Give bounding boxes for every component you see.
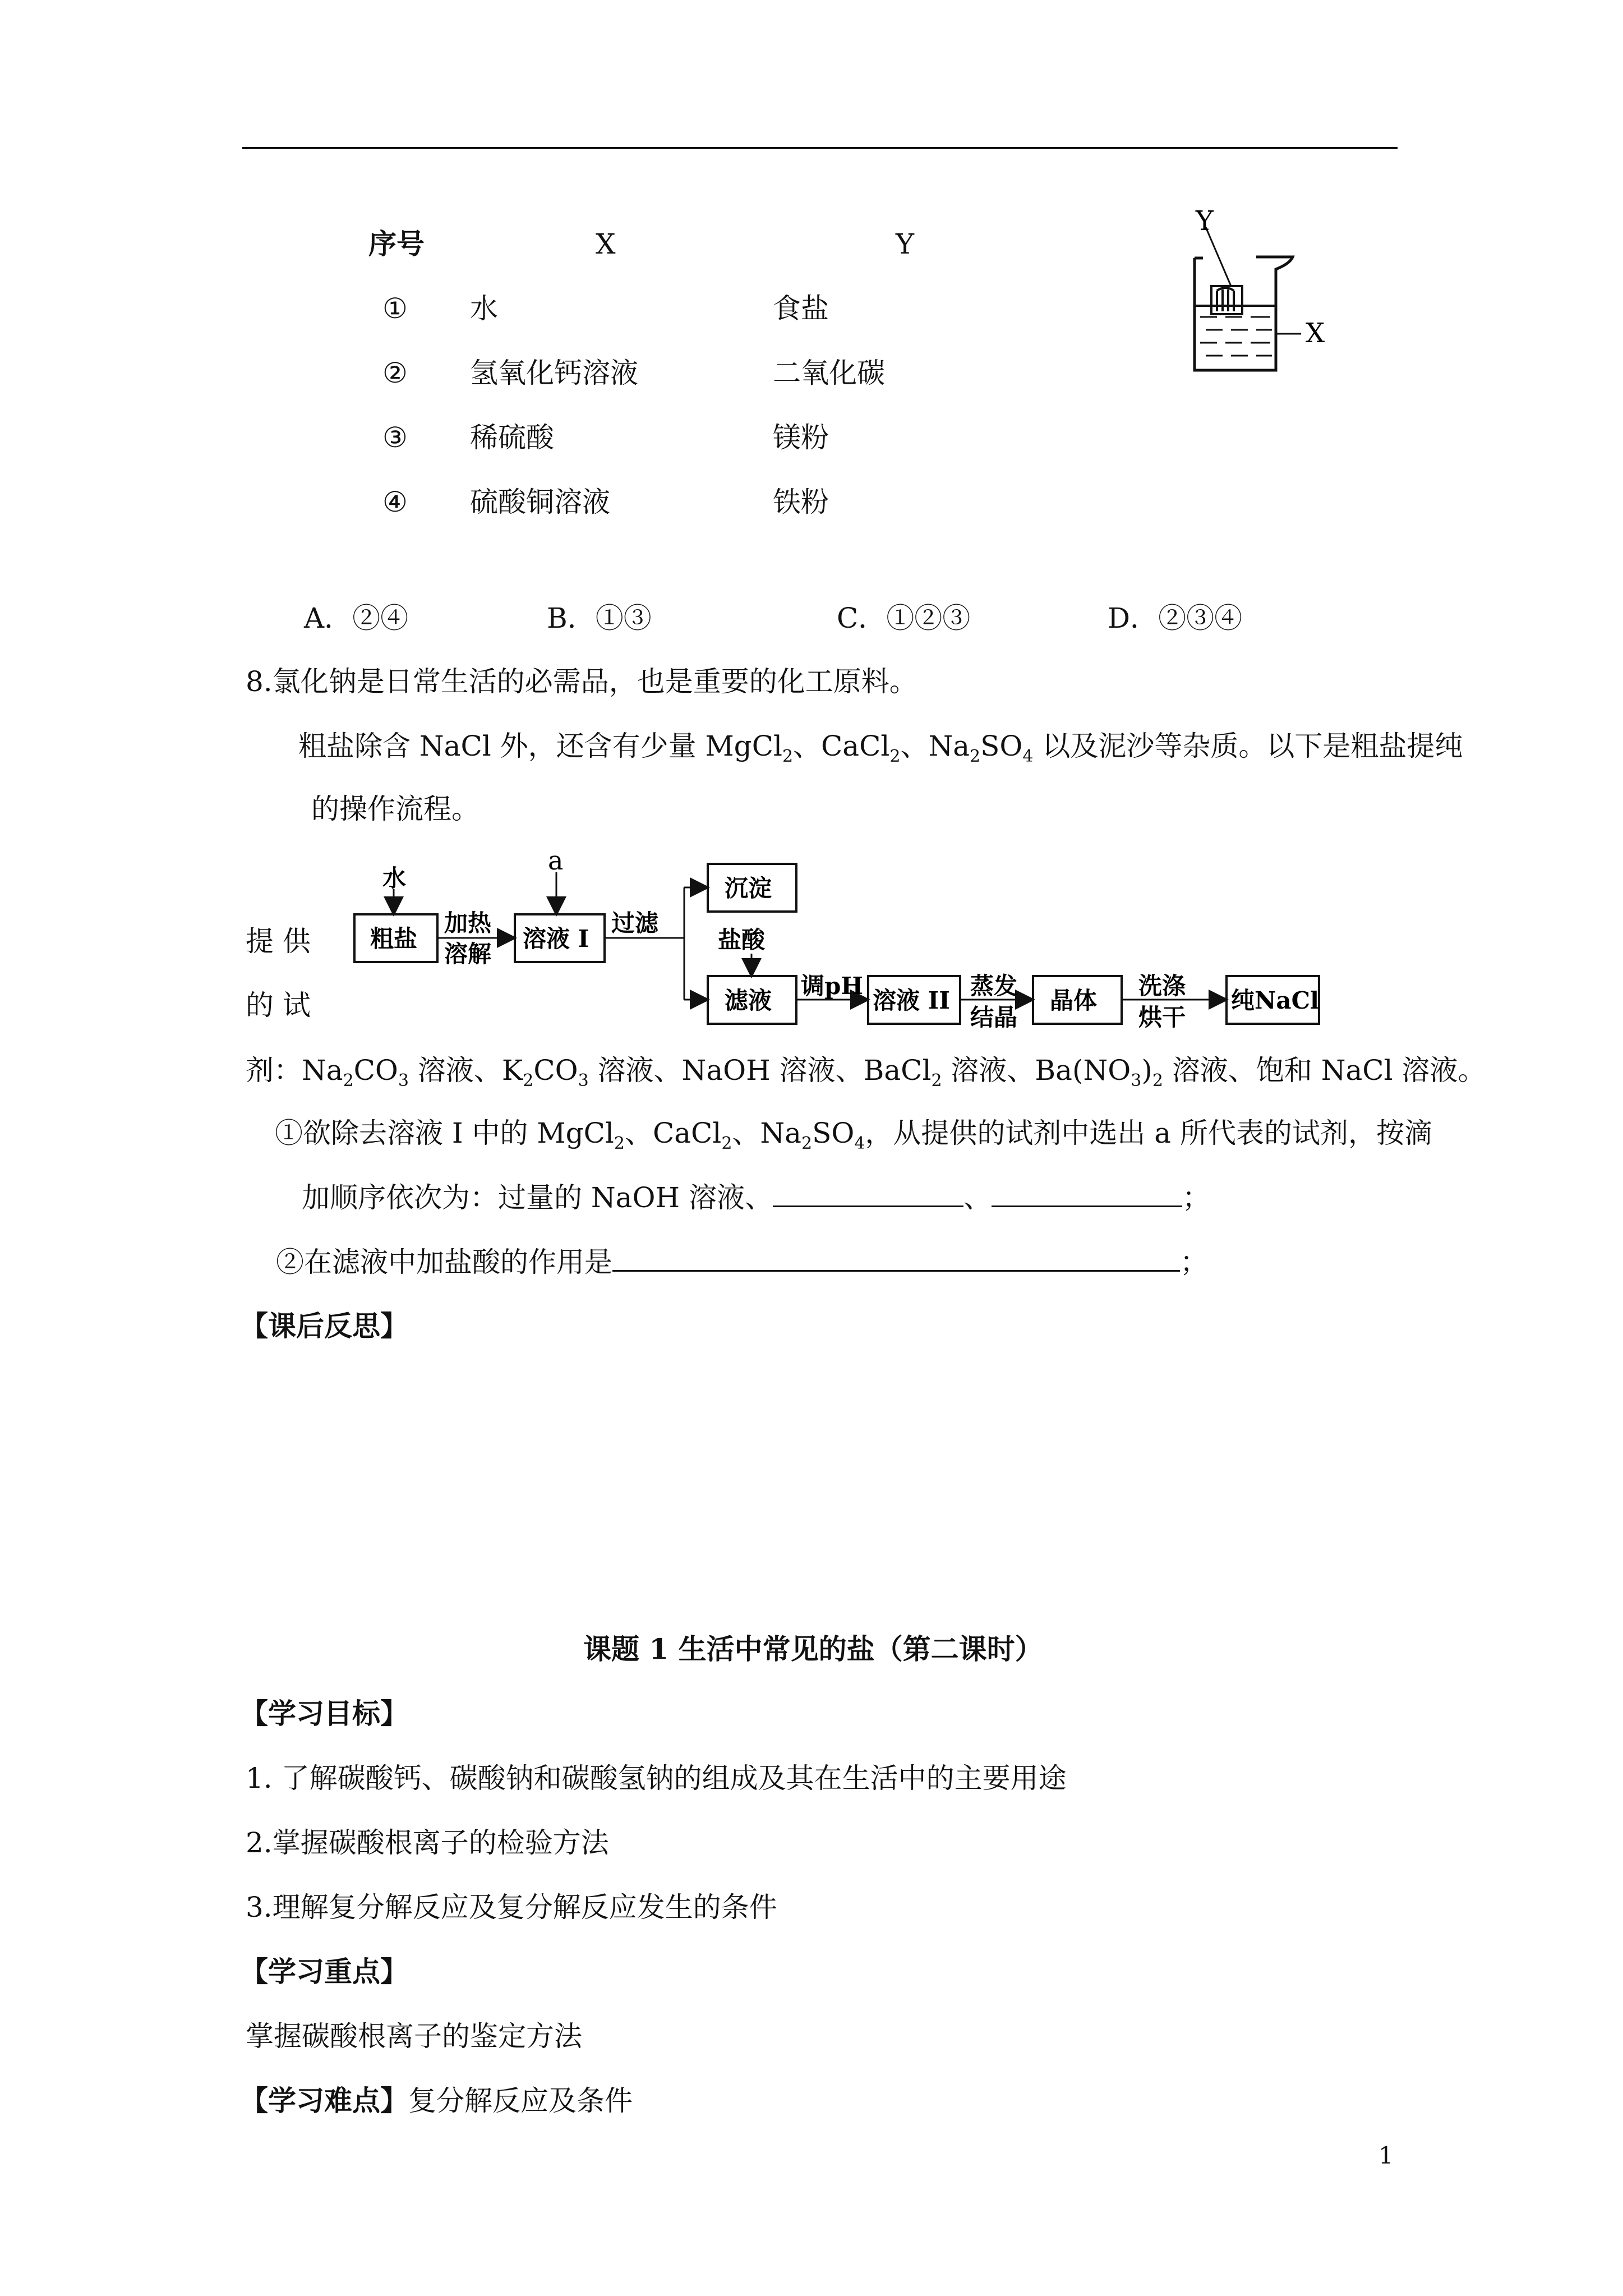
- flow-wash: 洗涤: [1138, 972, 1186, 1000]
- page-number: 1: [1378, 2142, 1394, 2169]
- flow-crystallize: 结晶: [970, 1004, 1018, 1031]
- answer-blank-1[interactable]: [773, 1183, 963, 1207]
- lesson-title: 课题 1 生活中常见的盐（第二课时）: [583, 1632, 1043, 1665]
- table-row-x: 氢氧化钙溶液: [470, 357, 638, 389]
- side-label-1: 提 供: [246, 925, 311, 958]
- q8-sub2: ②在滤液中加盐酸的作用是 ；: [276, 1246, 1208, 1278]
- flow-crude-salt: 粗盐: [370, 925, 418, 953]
- table-row-x: 水: [470, 292, 498, 325]
- table-row-y: 食盐: [773, 292, 829, 325]
- answer-blank-2[interactable]: [992, 1183, 1182, 1207]
- option-b: B．①③: [547, 602, 652, 634]
- flow-hcl: 盐酸: [718, 926, 766, 954]
- flow-filter: 过滤: [611, 909, 659, 937]
- table-row-no: ①: [382, 292, 408, 325]
- liquid-hatch: [1200, 317, 1272, 356]
- objective-item: 3.理解复分解反应及复分解反应发生的条件: [246, 1891, 777, 1924]
- flow-evaporate: 蒸发: [970, 972, 1018, 1000]
- table-header-x: X: [596, 228, 616, 260]
- flow-dry: 烘干: [1138, 1004, 1186, 1031]
- reflection-heading: 【课后反思】: [240, 1309, 408, 1342]
- table-row-no: ③: [382, 421, 408, 454]
- flow-filtrate: 滤液: [725, 987, 772, 1014]
- option-c: C．①②③: [837, 602, 971, 634]
- q8-intro-line2: 的操作流程。: [311, 793, 479, 825]
- q8-title: 8.氯化钠是日常生活的必需品，也是重要的化工原料。: [246, 665, 917, 698]
- key-points-text: 掌握碳酸根离子的鉴定方法: [246, 2020, 582, 2053]
- option-d: D．②③④: [1108, 602, 1243, 634]
- beaker-figure: [1178, 208, 1363, 376]
- flow-adjust-ph: 调pH: [801, 972, 864, 1000]
- table-header-y: Y: [896, 228, 915, 260]
- difficulty-text: 复分解反应及条件: [408, 2085, 633, 2117]
- q8-sub1: ①欲除去溶液 I 中的 MgCl$_2$、CaCl$_2$、$Na_2SO_4$，从提供的试剂中选出 a 所代表的试剂，按滴: [275, 1117, 1433, 1153]
- header-rule: [242, 147, 1398, 149]
- flow-diagram: [348, 847, 1324, 1038]
- table-row-x: 硫酸铜溶液: [470, 486, 610, 518]
- table-row-y: 镁粉: [773, 421, 829, 454]
- objective-item: 2.掌握碳酸根离子的检验方法: [246, 1826, 609, 1859]
- q8-reagents: 剂：$Na_2CO_3$ 溶液、$K_2CO_3$ 溶液、NaOH 溶液、BaCl$_2$ 溶液、$Ba(NO_3)_2$ 溶液、饱和 NaCl 溶液。: [246, 1054, 1486, 1091]
- flow-crystal: 晶体: [1050, 987, 1098, 1014]
- objective-item: 1. 了解碳酸钙、碳酸钠和碳酸氢钠的组成及其在生活中的主要用途: [246, 1762, 1067, 1795]
- flow-solution-2: 溶液 II: [873, 987, 950, 1014]
- flow-water: 水: [382, 864, 407, 892]
- beaker-label-x: X: [1306, 318, 1325, 349]
- difficulty-line: [240, 2084, 633, 2118]
- flow-heat: 加热: [444, 909, 492, 937]
- table-header-no: 序号: [368, 227, 425, 260]
- flow-solution-1: 溶液 I: [523, 925, 589, 953]
- beaker-label-y: Y: [1196, 208, 1214, 237]
- table-row-y: 铁粉: [773, 486, 829, 518]
- flow-reagent-a: a: [548, 847, 564, 876]
- objectives-heading: 【学习目标】: [240, 1697, 408, 1730]
- table-row-no: ②: [382, 357, 408, 389]
- flow-dissolve: 溶解: [444, 940, 492, 968]
- solid-sample: [1211, 286, 1242, 314]
- answer-blank-3[interactable]: [612, 1248, 1180, 1272]
- q8-intro: 粗盐除含 NaCl 外，还含有少量 MgCl$_2$、CaCl$_2$、$Na_2SO_4$ 以及泥沙等杂质。以下是粗盐提纯: [298, 730, 1463, 766]
- flow-pure-nacl: 纯NaCl: [1231, 987, 1319, 1014]
- key-points-heading: 【学习重点】: [240, 1955, 408, 1988]
- table-row-x: 稀硫酸: [470, 421, 554, 454]
- difficulty-heading: 【学习难点】: [240, 2084, 408, 2117]
- side-label-2: 的 试: [246, 989, 311, 1022]
- beaker-outline: [1195, 257, 1293, 370]
- table-row-no: ④: [382, 486, 408, 518]
- option-a: A．②④: [304, 602, 409, 634]
- q8-sub1-line2: 加顺序依次为：过量的 NaOH 溶液、 、 ；: [302, 1181, 1210, 1214]
- table-row-y: 二氧化碳: [773, 357, 885, 389]
- flow-precipitate: 沉淀: [725, 875, 772, 902]
